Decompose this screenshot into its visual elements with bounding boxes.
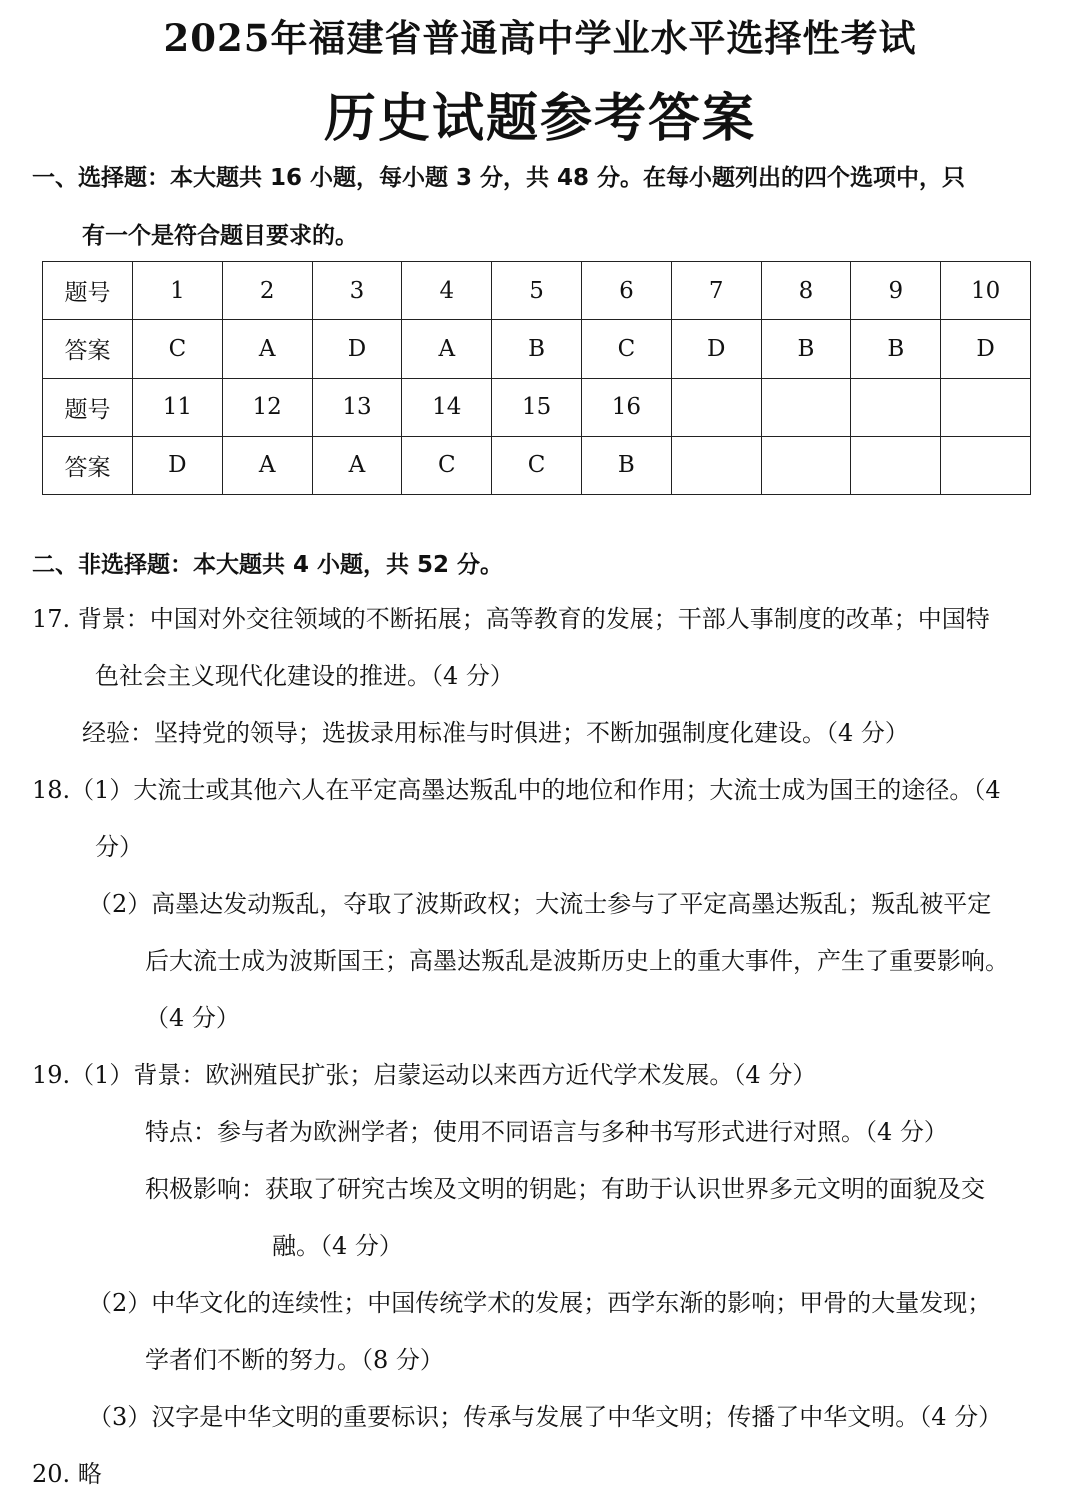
table-cell bbox=[671, 436, 761, 494]
q19-line3: 积极影响：获取了研究古埃及文明的钥匙；有助于认识世界多元文明的面貌及交 bbox=[145, 1175, 985, 1203]
q19-line6: 学者们不断的努力。（8 分） bbox=[145, 1346, 444, 1374]
table-cell: 9 bbox=[851, 262, 941, 320]
table-cell: 8 bbox=[761, 262, 851, 320]
q17-line2: 色社会主义现代化建设的推进。（4 分） bbox=[95, 662, 514, 690]
answer-table bbox=[42, 261, 1031, 495]
q18-line5: （4 分） bbox=[145, 1004, 240, 1032]
table-cell: 3 bbox=[312, 262, 402, 320]
table-row bbox=[43, 378, 1031, 436]
table-cell: B bbox=[492, 320, 582, 378]
table-cell: D bbox=[941, 320, 1031, 378]
table-row-header: 答案 bbox=[43, 436, 133, 494]
table-cell bbox=[941, 378, 1031, 436]
q18-line2: 分） bbox=[95, 833, 143, 861]
table-cell: 4 bbox=[402, 262, 492, 320]
table-cell: 1 bbox=[133, 262, 223, 320]
q19-line5: （2）中华文化的连续性；中国传统学术的发展；西学东渐的影响；甲骨的大量发现； bbox=[88, 1289, 992, 1317]
q19-line7: （3）汉字是中华文明的重要标识；传承与发展了中华文明；传播了中华文明。（4 分） bbox=[88, 1403, 1003, 1431]
table-cell bbox=[941, 436, 1031, 494]
section2-heading: 二、非选择题：本大题共 4 小题，共 52 分。 bbox=[32, 552, 504, 578]
table-cell: C bbox=[402, 436, 492, 494]
document-title: 2025年福建省普通高中学业水平选择性考试 bbox=[163, 16, 917, 60]
section1-heading-cont: 有一个是符合题目要求的。 bbox=[82, 223, 358, 249]
q19-line2: 特点：参与者为欧洲学者；使用不同语言与多种书写形式进行对照。（4 分） bbox=[145, 1118, 948, 1146]
table-cell: B bbox=[581, 436, 671, 494]
table-cell bbox=[851, 378, 941, 436]
table-cell: 5 bbox=[492, 262, 582, 320]
q18-line1: 18.（1）大流士或其他六人在平定高墨达叛乱中的地位和作用；大流士成为国王的途径。（4 bbox=[32, 776, 1001, 804]
table-cell: B bbox=[761, 320, 851, 378]
table-cell: A bbox=[222, 436, 312, 494]
table-cell: C bbox=[581, 320, 671, 378]
q20-line1: 20. 略 bbox=[32, 1460, 102, 1488]
table-cell: D bbox=[671, 320, 761, 378]
q18-line4: 后大流士成为波斯国王；高墨达叛乱是波斯历史上的重大事件，产生了重要影响。 bbox=[145, 947, 1009, 975]
document-subtitle: 历史试题参考答案 bbox=[323, 88, 756, 149]
table-cell: B bbox=[851, 320, 941, 378]
q17-line3: 经验：坚持党的领导；选拔录用标准与时俱进；不断加强制度化建设。（4 分） bbox=[82, 719, 909, 747]
table-cell bbox=[851, 436, 941, 494]
table-cell: A bbox=[312, 436, 402, 494]
q19-line4: 融。（4 分） bbox=[272, 1232, 403, 1260]
table-cell: 7 bbox=[671, 262, 761, 320]
table-cell: 10 bbox=[941, 262, 1031, 320]
table-cell bbox=[761, 378, 851, 436]
table-row bbox=[43, 262, 1031, 320]
table-cell bbox=[761, 436, 851, 494]
q17-line1: 17. 背景：中国对外交往领域的不断拓展；高等教育的发展；干部人事制度的改革；中国特 bbox=[32, 605, 990, 633]
table-cell: D bbox=[312, 320, 402, 378]
section1-heading: 一、选择题：本大题共 16 小题，每小题 3 分，共 48 分。在每小题列出的四个选项中，只 bbox=[32, 165, 966, 191]
table-row-header: 答案 bbox=[43, 320, 133, 378]
table-row bbox=[43, 436, 1031, 494]
table-cell: C bbox=[133, 320, 223, 378]
table-cell: C bbox=[492, 436, 582, 494]
table-row-header: 题号 bbox=[43, 378, 133, 436]
table-cell: A bbox=[402, 320, 492, 378]
table-cell bbox=[671, 378, 761, 436]
table-cell: D bbox=[133, 436, 223, 494]
table-row bbox=[43, 320, 1031, 378]
q18-line3: （2）高墨达发动叛乱，夺取了波斯政权；大流士参与了平定高墨达叛乱；叛乱被平定 bbox=[88, 890, 992, 918]
table-cell: A bbox=[222, 320, 312, 378]
table-cell: 16 bbox=[581, 378, 671, 436]
table-cell: 2 bbox=[222, 262, 312, 320]
table-cell: 14 bbox=[402, 378, 492, 436]
table-cell: 6 bbox=[581, 262, 671, 320]
table-cell: 11 bbox=[133, 378, 223, 436]
table-row-header: 题号 bbox=[43, 262, 133, 320]
table-cell: 13 bbox=[312, 378, 402, 436]
table-cell: 12 bbox=[222, 378, 312, 436]
q19-line1: 19.（1）背景：欧洲殖民扩张；启蒙运动以来西方近代学术发展。（4 分） bbox=[32, 1061, 817, 1089]
table-cell: 15 bbox=[492, 378, 582, 436]
